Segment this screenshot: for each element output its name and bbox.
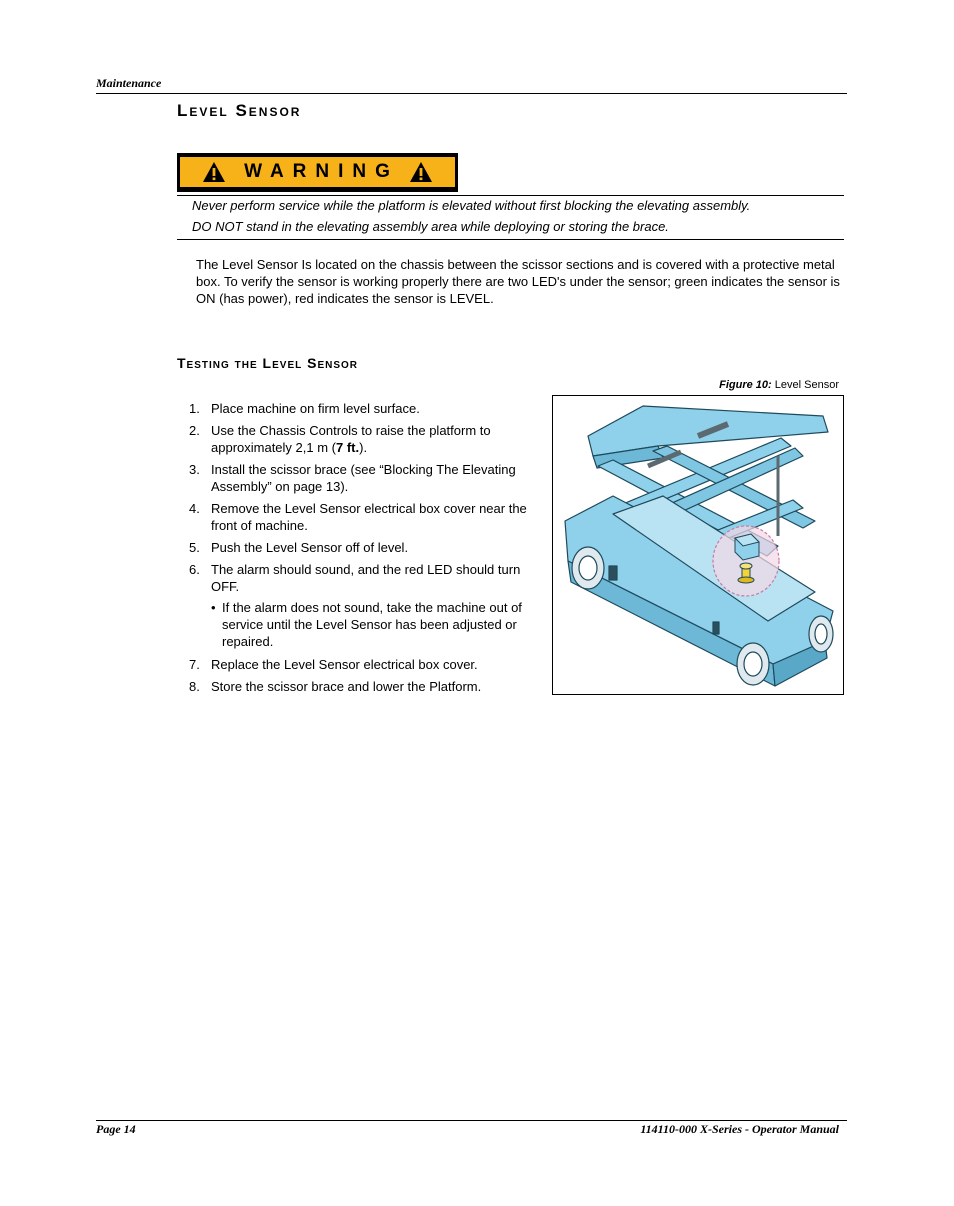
figure-caption-text: Level Sensor [774, 379, 839, 391]
step-number: 4. [189, 501, 200, 516]
list-item [189, 539, 543, 556]
step-text: Place machine on firm level surface. [211, 401, 420, 416]
step-text: Use the Chassis Controls to raise the platform to approximately 2,1 m (7 ft.). [211, 423, 491, 455]
list-item [189, 561, 543, 595]
warning-line-2: DO NOT stand in the elevating assembly area while deploying or storing the brace. [192, 219, 669, 234]
step-number: 7. [189, 657, 200, 672]
warning-triangle-icon [409, 161, 433, 183]
figure-label: Figure 10: [719, 379, 772, 391]
page-number: Page 14 [96, 1122, 136, 1136]
step-text: Replace the Level Sensor electrical box cover. [211, 657, 478, 672]
subsection-title: Testing the Level Sensor [177, 355, 359, 371]
warning-banner [177, 153, 458, 192]
bullet: • [211, 600, 216, 615]
footer-rule [96, 1120, 847, 1121]
header-rule [96, 93, 847, 94]
warning-top-rule [177, 195, 844, 196]
warning-line-1: Never perform service while the platform is elevated without first blocking the elevating assembly. [192, 198, 751, 213]
list-item [189, 461, 543, 495]
list-item [189, 500, 543, 534]
section-title: Level Sensor [177, 101, 302, 120]
scissor-lift-illustration [553, 396, 843, 694]
figure-level-sensor [552, 395, 844, 695]
list-item [189, 422, 543, 456]
step-text: Store the scissor brace and lower the Platform. [211, 679, 482, 694]
step-number: 6. [189, 562, 200, 577]
step-text: Push the Level Sensor off of level. [211, 540, 409, 555]
list-item [189, 656, 543, 673]
step-number: 3. [189, 462, 200, 477]
step-number: 8. [189, 679, 200, 694]
height-value: 7 ft. [336, 440, 360, 455]
sub-step-text: If the alarm does not sound, take the machine out of service until the Level Sensor has been adjusted or repaired. [222, 600, 522, 649]
intro-paragraph: The Level Sensor Is located on the chassis between the scissor sections and is covered with a protective metal box. To verify the sensor is working properly there are two LED's under the sensor; green indicates the sensor is ON (has power), red indicates the sensor is LEVEL. [196, 257, 840, 306]
warning-label: WARNING [244, 161, 399, 182]
warning-bottom-rule [177, 239, 844, 240]
list-item [189, 678, 543, 695]
step-text: Remove the Level Sensor electrical box cover near the front of machine. [211, 501, 527, 533]
steps-list [189, 400, 543, 700]
step-number: 1. [189, 401, 200, 416]
figure-caption [552, 379, 839, 391]
step-number: 5. [189, 540, 200, 555]
step-number: 2. [189, 423, 200, 438]
running-header: Maintenance [96, 76, 162, 90]
sub-list-item [211, 599, 543, 650]
manual-title: 114110-000 X-Series - Operator Manual [640, 1122, 839, 1136]
list-item [189, 400, 543, 417]
step-text: The alarm should sound, and the red LED should turn OFF. [211, 562, 521, 594]
warning-triangle-icon [202, 161, 226, 183]
step-text: Install the scissor brace (see “Blocking The Elevating Assembly” on page 13). [211, 462, 516, 494]
